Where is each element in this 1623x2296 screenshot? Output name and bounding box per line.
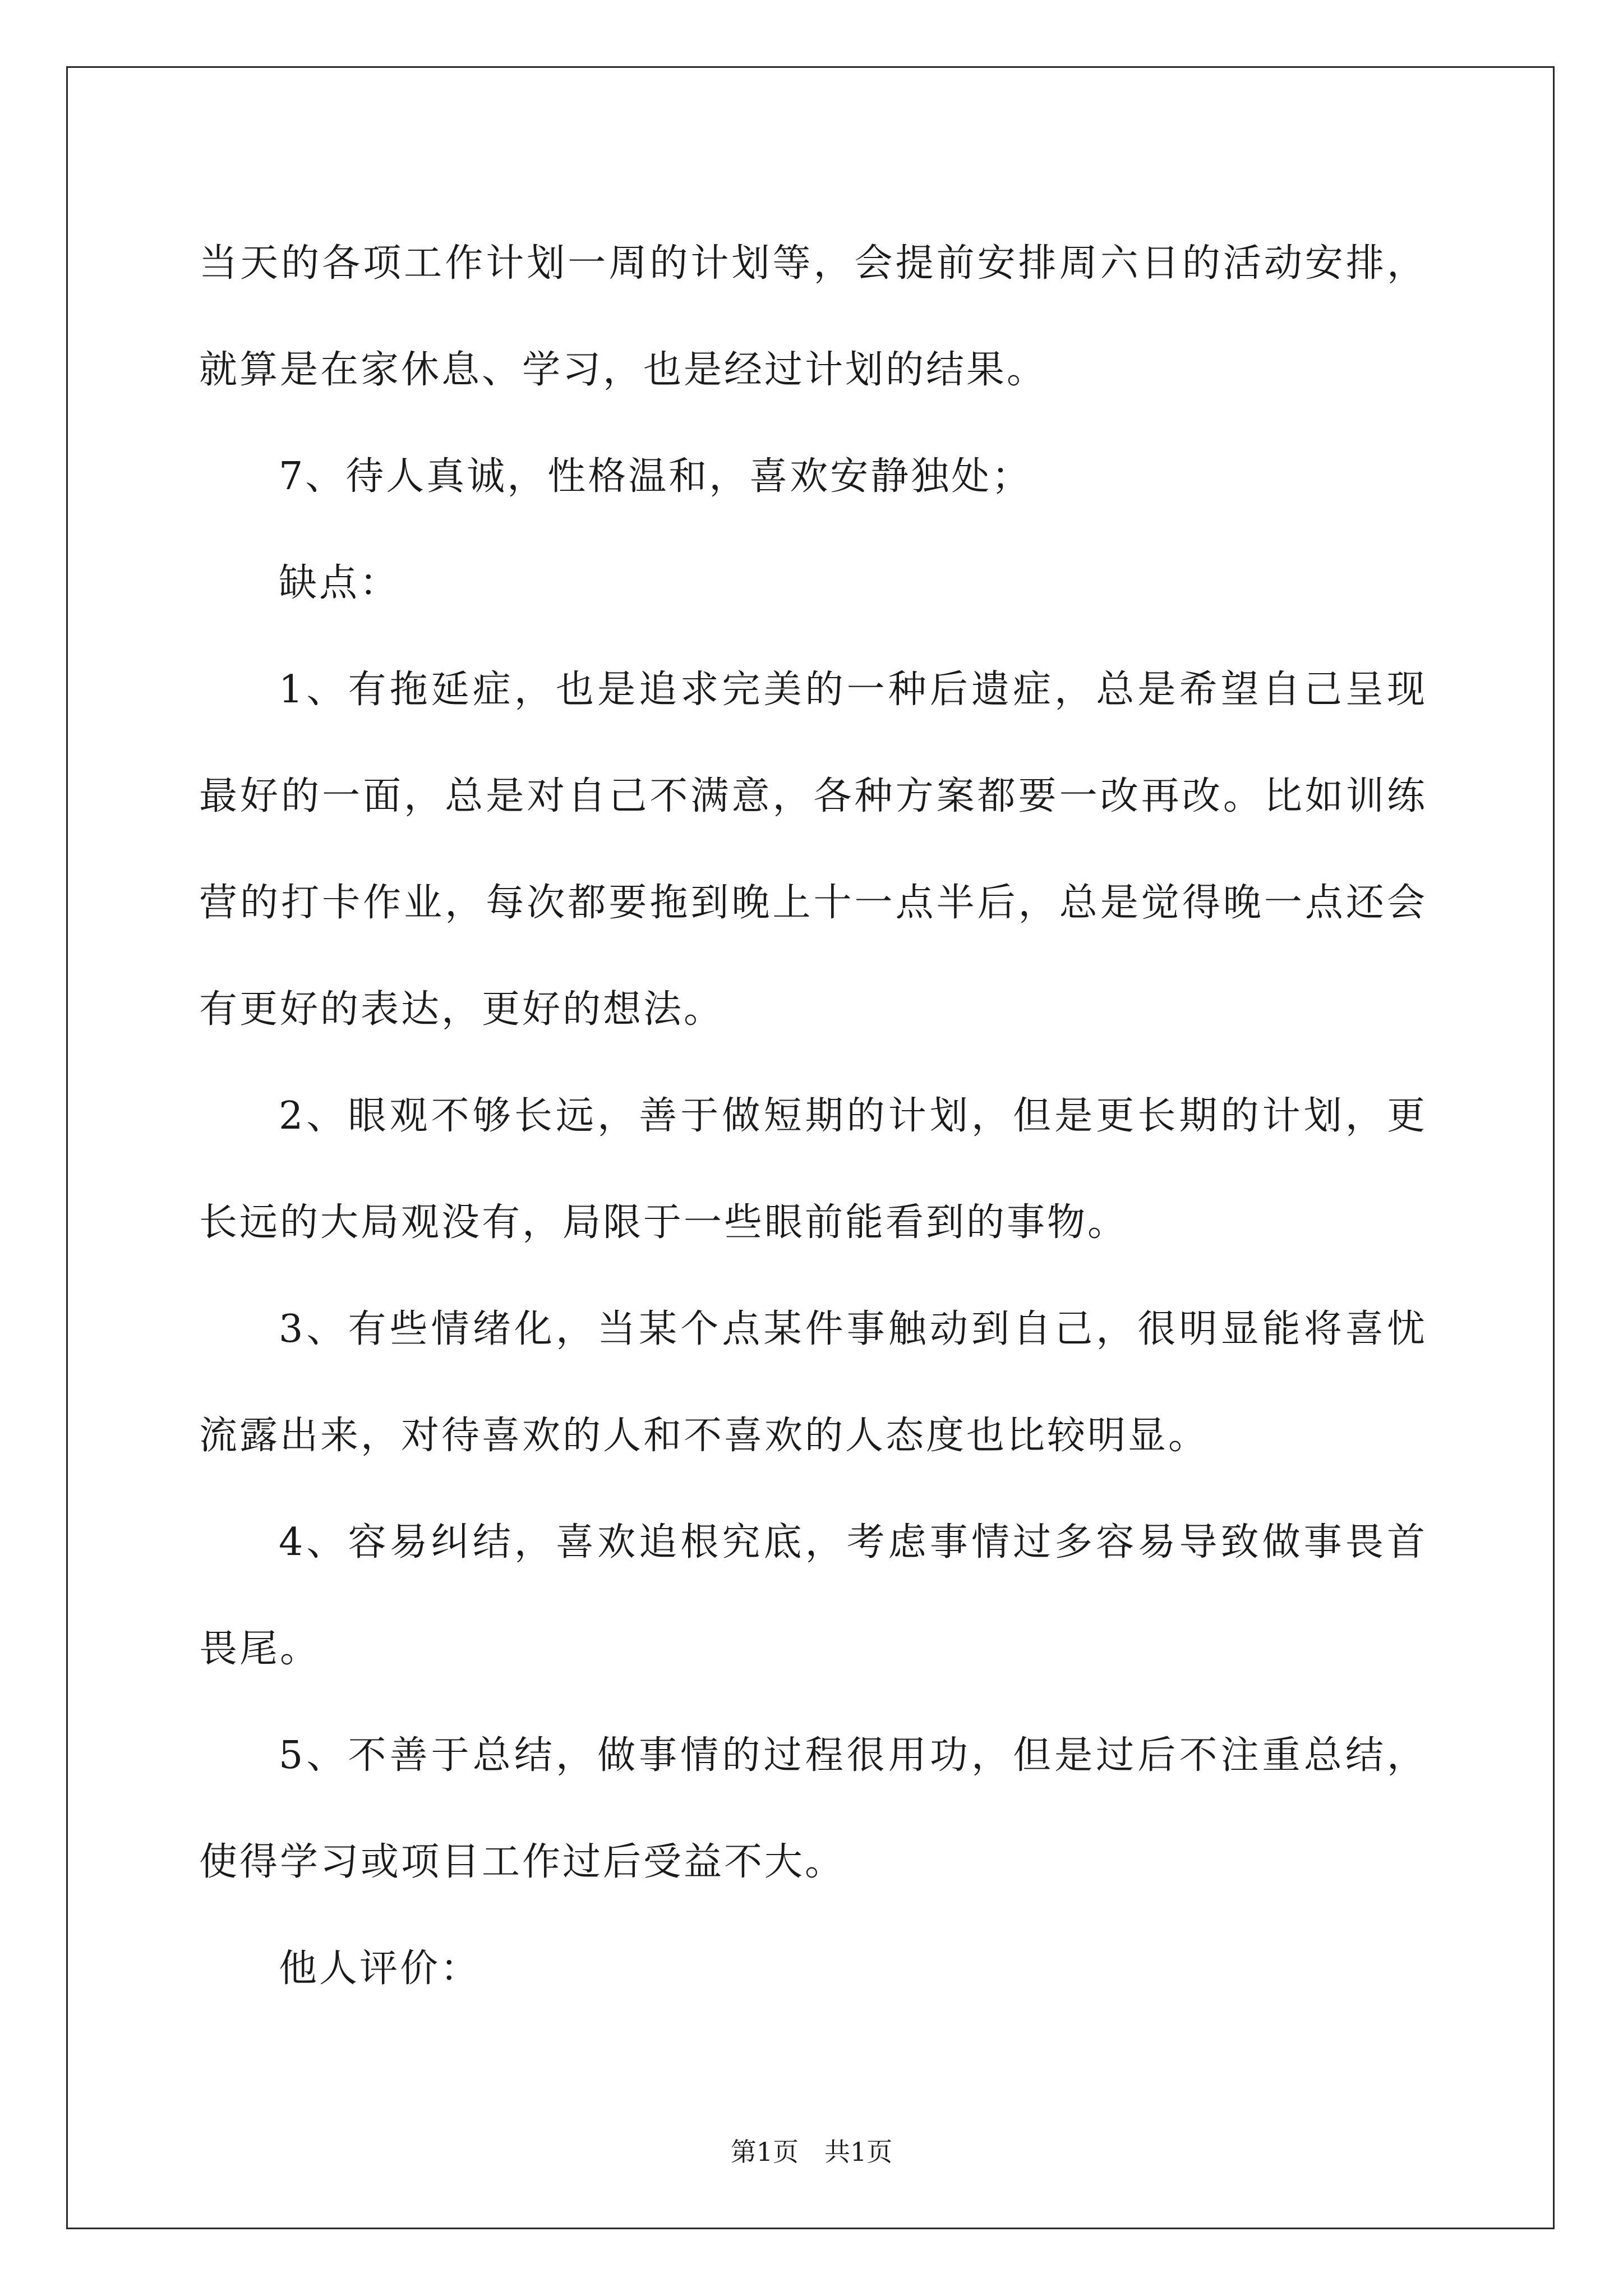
paragraph-weakness-5: 5、不善于总结，做事情的过程很用功，但是过后不注重总结，使得学习或项目工作过后受益不大。 — [199, 1733, 1427, 1884]
paragraph-strength-7: 7、待人真诚，性格温和，喜欢安静独处； — [279, 454, 1032, 499]
paragraph-weakness-3: 3、有些情绪化，当某个点某件事触动到自己，很明显能将喜忧流露出来，对待喜欢的人和不喜欢的人态度也比较明显。 — [199, 1307, 1427, 1458]
heading-others-evaluation: 他人评价： — [279, 1947, 481, 1991]
paragraph-weakness-4: 4、容易纠结，喜欢追根究底，考虑事情过多容易导致做事畏首畏尾。 — [199, 1520, 1427, 1671]
document-body — [199, 210, 1427, 2022]
paragraph-weakness-2: 2、眼观不够长远，善于做短期的计划，但是更长期的计划，更长远的大局观没有，局限于一些眼前能看到的事物。 — [199, 1094, 1427, 1245]
heading-weaknesses: 缺点： — [279, 561, 400, 605]
paragraph-weakness-1: 1、有拖延症，也是追求完美的一种后遗症，总是希望自己呈现最好的一面，总是对自己不满意，各种方案都要一改再改。比如训练营的打卡作业，每次都要拖到晚上十一点半后，总是觉得晚一点还会有更好的表达，更好的想法。 — [199, 668, 1427, 1032]
page-number-footer: 第1页 共1页 — [730, 2137, 893, 2167]
paragraph-continuation: 当天的各项工作计划一周的计划等，会提前安排周六日的活动安排，就算是在家休息、学习，也是经过计划的结果。 — [199, 241, 1427, 392]
